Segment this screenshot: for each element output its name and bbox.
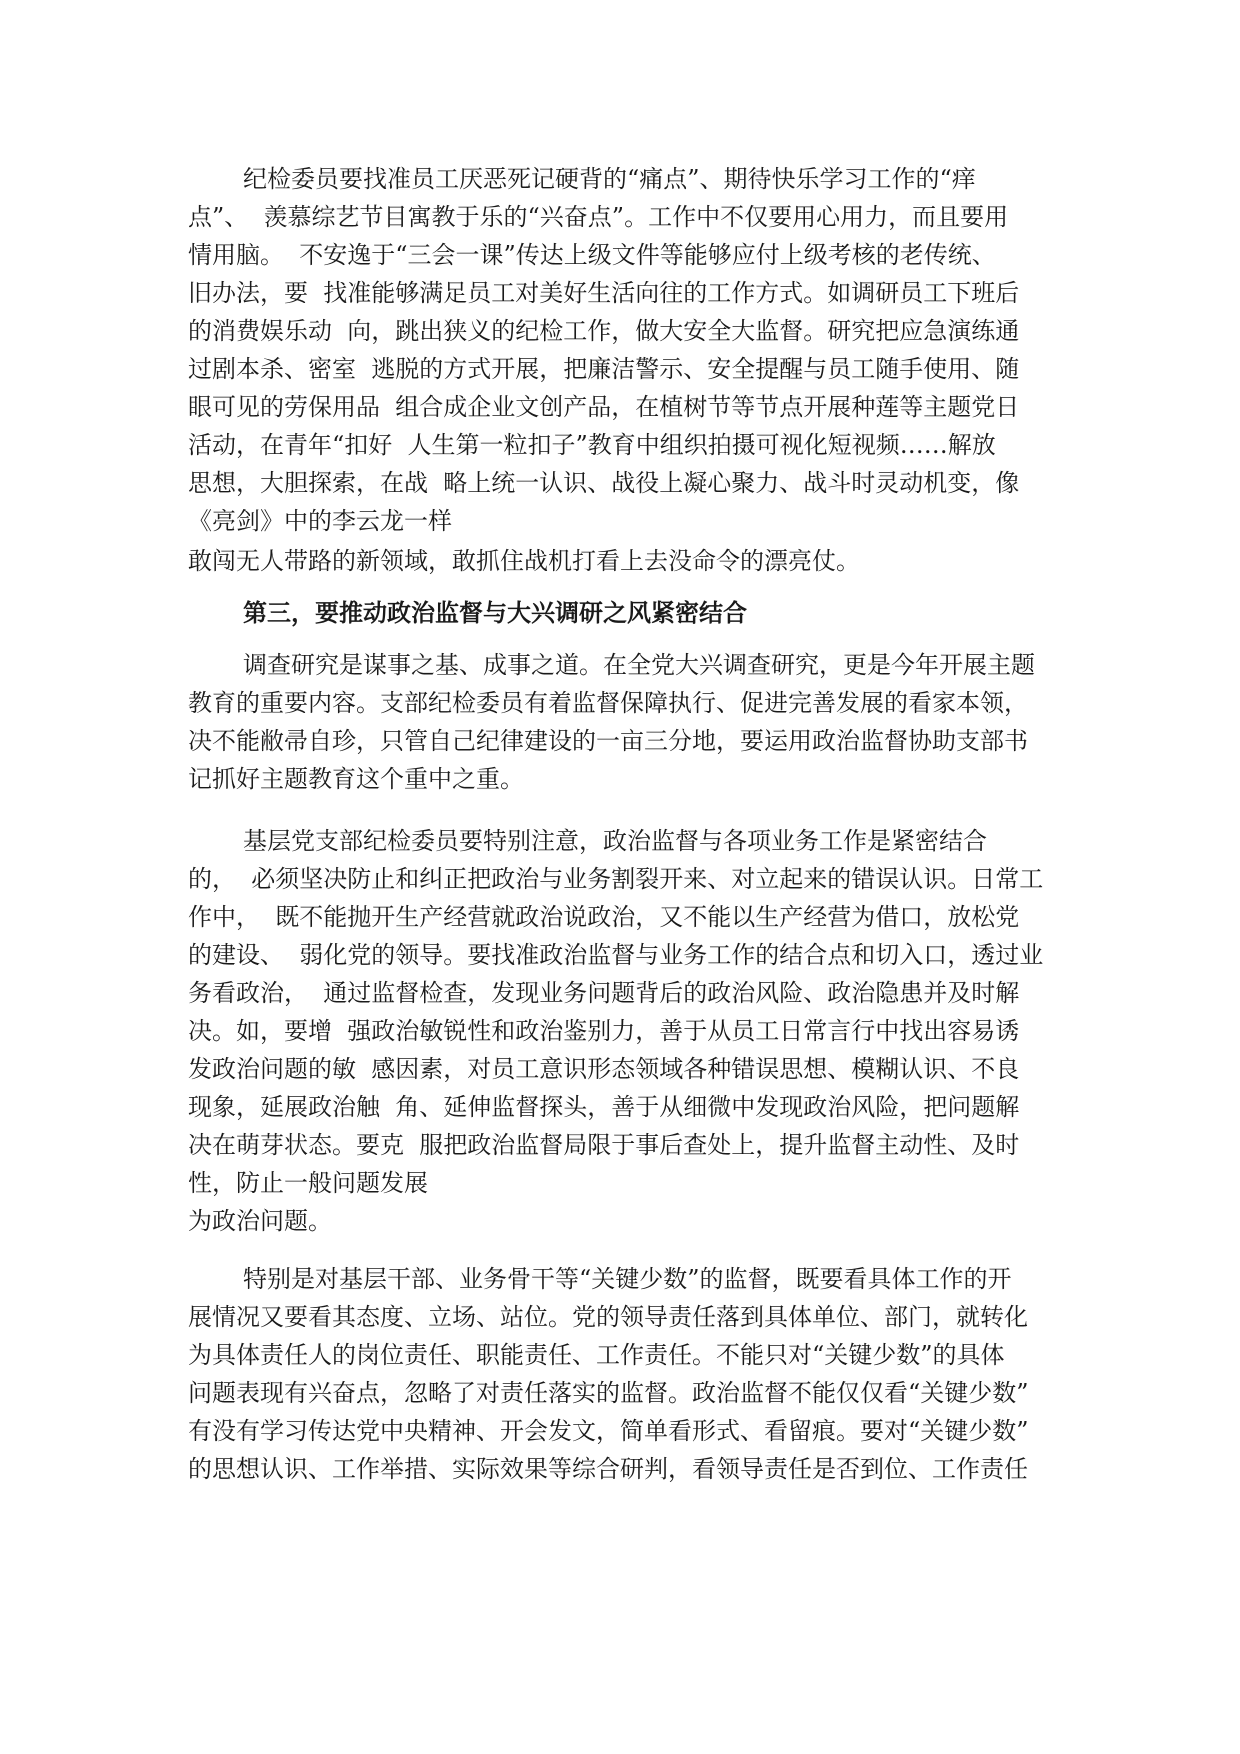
- paragraph-3-line-8: 现象，延展政治触 角、延伸监督探头，善于从细微中发现政治风险，把问题解: [188, 1093, 1020, 1121]
- paragraph-1-line-1: 纪检委员要找准员工厌恶死记硬背的“痛点”、期待快乐学习工作的“痒: [243, 165, 976, 193]
- paragraph-4-line-4: 问题表现有兴奋点，忽略了对责任落实的监督。政治监督不能仅仅看“关键少数”: [188, 1379, 1029, 1407]
- paragraph-3-line-2: 的， 必须坚决防止和纠正把政治与业务割裂开来、对立起来的错误认识。日常工: [188, 865, 1044, 893]
- paragraph-2-line-4: 记抓好主题教育这个重中之重。: [188, 765, 524, 793]
- paragraph-3-line-4: 的建设、 弱化党的领导。要找准政治监督与业务工作的结合点和切入口，透过业: [188, 941, 1044, 969]
- paragraph-1-line-2: 点”、 羡慕综艺节目寓教于乐的“兴奋点”。工作中不仅要用心用力，而且要用: [188, 203, 1009, 231]
- paragraph-1-line-11: 敢闯无人带路的新领域，敢抓住战机打看上去没命令的漂亮仗。: [188, 547, 860, 575]
- paragraph-3-line-3: 作中， 既不能抛开生产经营就政治说政治，又不能以生产经营为借口，放松党: [188, 903, 1020, 931]
- paragraph-4-line-6: 的思想认识、工作举措、实际效果等综合研判，看领导责任是否到位、工作责任: [188, 1455, 1028, 1483]
- paragraph-4-line-1: 特别是对基层干部、业务骨干等“关键少数”的监督，既要看具体工作的开: [243, 1265, 1012, 1293]
- paragraph-3-line-10: 性，防止一般问题发展: [188, 1169, 428, 1197]
- section-heading: 第三，要推动政治监督与大兴调研之风紧密结合: [243, 598, 747, 627]
- paragraph-4-line-5: 有没有学习传达党中央精神、开会发文，简单看形式、看留痕。要对“关键少数”: [188, 1417, 1029, 1445]
- paragraph-1-line-7: 眼可见的劳保用品 组合成企业文创产品，在植树节等节点开展种莲等主题党日: [188, 393, 1020, 421]
- paragraph-3-line-1: 基层党支部纪检委员要特别注意，政治监督与各项业务工作是紧密结合: [243, 827, 987, 855]
- paragraph-1-line-9: 思想，大胆探索，在战 略上统一认识、战役上凝心聚力、战斗时灵动机变，像: [188, 469, 1020, 497]
- paragraph-1-line-3: 情用脑。 不安逸于“三会一课”传达上级文件等能够应付上级考核的老传统、: [188, 241, 996, 269]
- paragraph-4-line-3: 为具体责任人的岗位责任、职能责任、工作责任。不能只对“关键少数”的具体: [188, 1341, 1005, 1369]
- paragraph-1-line-10: 《亮剑》中的李云龙一样: [188, 507, 452, 535]
- paragraph-1-line-5: 的消费娱乐动 向，跳出狭义的纪检工作，做大安全大监督。研究把应急演练通: [188, 317, 1020, 345]
- paragraph-3-line-11: 为政治问题。: [188, 1207, 332, 1235]
- paragraph-3-line-9: 决在萌芽状态。要克 服把政治监督局限于事后查处上，提升监督主动性、及时: [188, 1131, 1020, 1159]
- paragraph-1-line-8: 活动，在青年“扣好 人生第一粒扣子”教育中组织拍摄可视化短视频……解放: [188, 431, 996, 459]
- paragraph-2-line-1: 调查研究是谋事之基、成事之道。在全党大兴调查研究，更是今年开展主题: [243, 651, 1035, 679]
- paragraph-2-line-3: 决不能敝帚自珍，只管自己纪律建设的一亩三分地，要运用政治监督协助支部书: [188, 727, 1028, 755]
- paragraph-3-line-6: 决。如，要增 强政治敏锐性和政治鉴别力，善于从员工日常言行中找出容易诱: [188, 1017, 1020, 1045]
- paragraph-4-line-2: 展情况又要看其态度、立场、站位。党的领导责任落到具体单位、部门，就转化: [188, 1303, 1028, 1331]
- paragraph-3-line-7: 发政治问题的敏 感因素，对员工意识形态领域各种错误思想、模糊认识、不良: [188, 1055, 1020, 1083]
- paragraph-2-line-2: 教育的重要内容。支部纪检委员有着监督保障执行、促进完善发展的看家本领，: [188, 689, 1028, 717]
- paragraph-3-line-5: 务看政治， 通过监督检查，发现业务问题背后的政治风险、政治隐患并及时解: [188, 979, 1020, 1007]
- paragraph-1-line-4: 旧办法，要 找准能够满足员工对美好生活向往的工作方式。如调研员工下班后: [188, 279, 1020, 307]
- paragraph-1-line-6: 过剧本杀、密室 逃脱的方式开展，把廉洁警示、安全提醒与员工随手使用、随: [188, 355, 1020, 383]
